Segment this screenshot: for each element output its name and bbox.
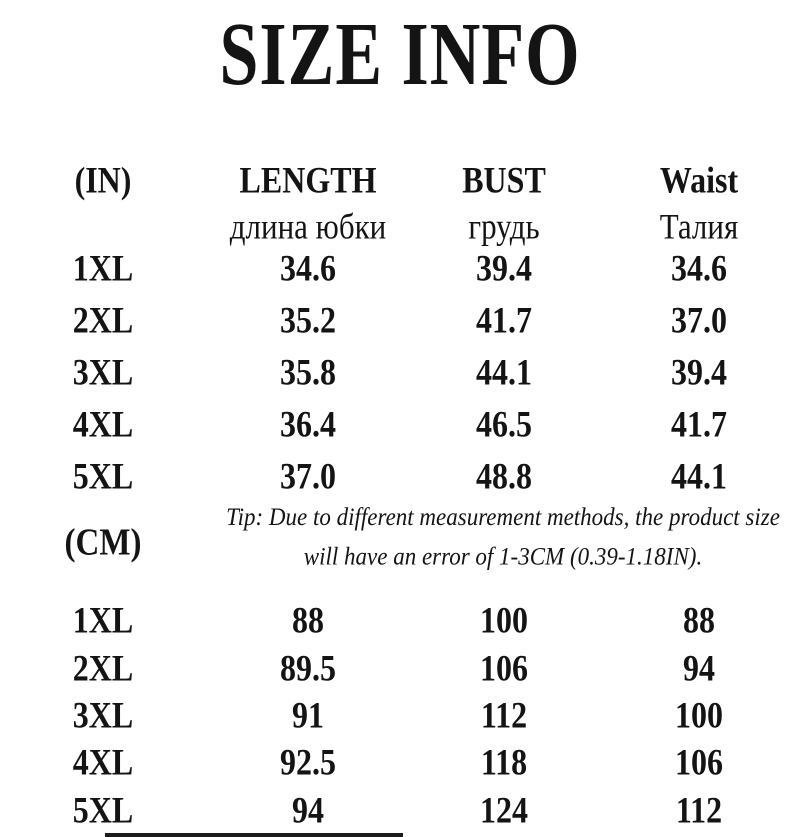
bust-cell: 44.1	[476, 351, 532, 393]
table-row	[0, 290, 800, 350]
bust-cell: 46.5	[476, 403, 532, 445]
length-cell: 89.5	[280, 647, 336, 689]
column-header-bust: BUST	[462, 159, 546, 201]
table-row	[0, 782, 800, 837]
table-row	[0, 734, 800, 789]
size-cell: 1XL	[72, 599, 134, 641]
measurement-tip-line1: Tip: Due to different measurement methods, the product size	[226, 502, 780, 531]
table-row	[0, 592, 800, 647]
bust-cell: 100	[480, 599, 528, 641]
size-cell: 4XL	[72, 741, 134, 783]
length-cell: 92.5	[280, 741, 336, 783]
bust-cell: 112	[480, 694, 528, 736]
waist-cell: 94	[683, 647, 715, 689]
measurement-tip-line2: will have an error of 1-3CM (0.39-1.18IN).	[303, 542, 703, 570]
size-cell: 3XL	[72, 351, 134, 393]
length-cell: 35.2	[280, 299, 336, 341]
size-cell: 2XL	[72, 299, 134, 341]
unit-label-in: (IN)	[74, 159, 132, 201]
column-subheader-waist-ru: Талия	[659, 206, 739, 247]
size-cell: 3XL	[72, 694, 134, 736]
length-cell: 34.6	[280, 247, 336, 289]
bust-cell: 48.8	[476, 455, 532, 497]
cropped-section-divider	[105, 833, 403, 837]
waist-cell: 112	[675, 789, 723, 831]
waist-cell: 41.7	[671, 403, 727, 445]
table-row	[0, 394, 800, 454]
bust-cell: 106	[480, 647, 528, 689]
waist-cell: 34.6	[671, 247, 727, 289]
length-cell: 36.4	[280, 403, 336, 445]
waist-cell: 37.0	[671, 299, 727, 341]
size-cell: 5XL	[72, 789, 134, 831]
size-cell: 5XL	[72, 455, 134, 497]
bust-cell: 41.7	[476, 299, 532, 341]
column-subheader-length-ru: длина юбки	[229, 206, 387, 247]
size-cell: 4XL	[72, 403, 134, 445]
table-row	[0, 342, 800, 402]
measurement-tip	[206, 497, 800, 576]
bust-cell: 124	[480, 789, 528, 831]
column-subheader-bust-ru: грудь	[468, 206, 540, 247]
length-cell: 88	[292, 599, 324, 641]
waist-cell: 88	[683, 599, 715, 641]
page-title: SIZE INFO	[219, 6, 581, 105]
size-cell: 1XL	[72, 247, 134, 289]
bust-cell: 39.4	[476, 247, 532, 289]
column-header-length: LENGTH	[239, 159, 377, 201]
waist-cell: 39.4	[671, 351, 727, 393]
length-cell: 94	[292, 789, 324, 831]
unit-label-cm: (CM)	[64, 522, 142, 564]
waist-cell: 100	[675, 694, 723, 736]
length-cell: 35.8	[280, 351, 336, 393]
column-header-waist: Waist	[659, 159, 739, 201]
length-cell: 37.0	[280, 455, 336, 497]
bust-cell: 118	[480, 741, 528, 783]
waist-cell: 44.1	[671, 455, 727, 497]
table-row	[0, 238, 800, 298]
size-cell: 2XL	[72, 647, 134, 689]
waist-cell: 106	[675, 741, 723, 783]
length-cell: 91	[292, 694, 324, 736]
